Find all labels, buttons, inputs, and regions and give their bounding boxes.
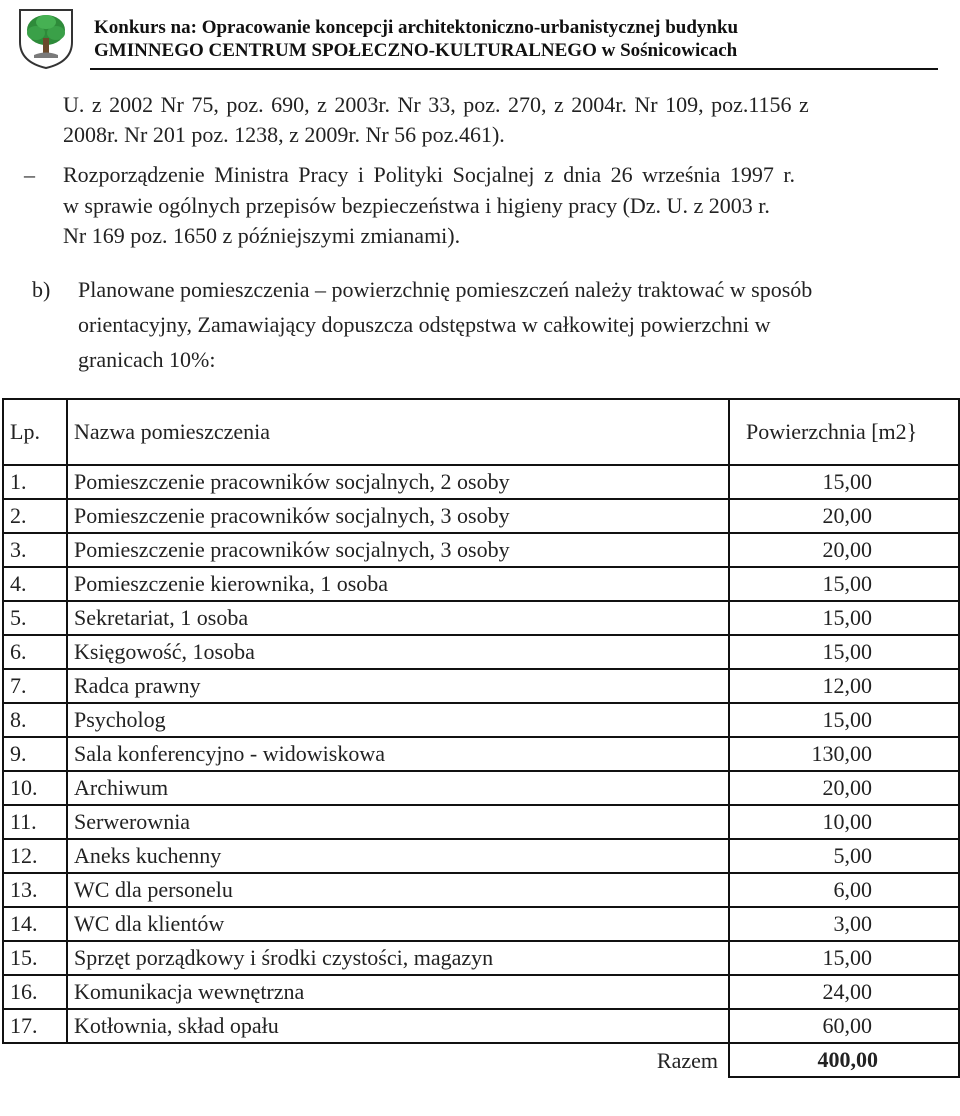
- row-room-name: Radca prawny: [67, 669, 729, 703]
- row-area: 15,00: [729, 601, 959, 635]
- table-row: [3, 737, 959, 771]
- row-area: 12,00: [729, 669, 959, 703]
- continuation-line-2: 2008r. Nr 201 poz. 1238, z 2009r. Nr 56 poz.461).: [63, 122, 505, 147]
- table-row: [3, 975, 959, 1009]
- table-row: [3, 533, 959, 567]
- regulation-line-2: w sprawie ogólnych przepisów bezpieczeństwa i higieny pracy (Dz. U. z 2003 r.: [63, 193, 770, 218]
- row-area: 15,00: [729, 635, 959, 669]
- row-area: 15,00: [729, 941, 959, 975]
- regulation-line-1: Rozporządzenie Ministra Pracy i Polityki Socjalnej z dnia 26 września 1997 r.: [63, 162, 795, 187]
- row-room-name: Sala konferencyjno - widowiskowa: [67, 737, 729, 771]
- row-lp: 6.: [3, 635, 67, 669]
- row-lp: 11.: [3, 805, 67, 839]
- row-area: 15,00: [729, 465, 959, 499]
- row-room-name: Księgowość, 1osoba: [67, 635, 729, 669]
- header-divider: [90, 68, 938, 70]
- table-row: [3, 941, 959, 975]
- row-area: 10,00: [729, 805, 959, 839]
- section-b-line-2: orientacyjny, Zamawiający dopuszcza odstępstwa w całkowitej powierzchni w: [78, 312, 771, 337]
- rooms-table: [2, 398, 960, 1078]
- row-room-name: Serwerownia: [67, 805, 729, 839]
- row-lp: 12.: [3, 839, 67, 873]
- row-area: 20,00: [729, 771, 959, 805]
- row-lp: 10.: [3, 771, 67, 805]
- section-b-line-1: Planowane pomieszczenia – powierzchnię pomieszczeń należy traktować w sposób: [78, 277, 813, 302]
- row-lp: 15.: [3, 941, 67, 975]
- table-header-row: [3, 399, 959, 465]
- row-area: 20,00: [729, 533, 959, 567]
- row-lp: 3.: [3, 533, 67, 567]
- table-row: [3, 1009, 959, 1043]
- row-lp: 17.: [3, 1009, 67, 1043]
- table-total-row: [3, 1043, 959, 1077]
- row-area: 15,00: [729, 567, 959, 601]
- header-title-line1: Konkurs na: Opracowanie koncepcji architektoniczno-urbanistycznej budynku: [94, 17, 739, 38]
- row-lp: 4.: [3, 567, 67, 601]
- row-area: 5,00: [729, 839, 959, 873]
- header-lp: Lp.: [3, 399, 67, 465]
- row-lp: 14.: [3, 907, 67, 941]
- row-area: 3,00: [729, 907, 959, 941]
- row-room-name: Pomieszczenie kierownika, 1 osoba: [67, 567, 729, 601]
- list-bullet-dash: –: [24, 162, 35, 187]
- row-room-name: Aneks kuchenny: [67, 839, 729, 873]
- header-room-name: Nazwa pomieszczenia: [67, 399, 729, 465]
- row-room-name: Komunikacja wewnętrzna: [67, 975, 729, 1009]
- row-area: 24,00: [729, 975, 959, 1009]
- row-room-name: WC dla klientów: [67, 907, 729, 941]
- row-lp: 13.: [3, 873, 67, 907]
- table-row: [3, 499, 959, 533]
- row-room-name: Kotłownia, skład opału: [67, 1009, 729, 1043]
- section-b-marker: b): [32, 277, 51, 302]
- table-row: [3, 771, 959, 805]
- table-row: [3, 873, 959, 907]
- row-lp: 16.: [3, 975, 67, 1009]
- row-lp: 5.: [3, 601, 67, 635]
- row-room-name: Sekretariat, 1 osoba: [67, 601, 729, 635]
- table-row: [3, 669, 959, 703]
- table-row: [3, 907, 959, 941]
- table-row: [3, 635, 959, 669]
- row-lp: 8.: [3, 703, 67, 737]
- table-row: [3, 839, 959, 873]
- row-area: 130,00: [729, 737, 959, 771]
- table-row: [3, 465, 959, 499]
- table-row: [3, 703, 959, 737]
- table-row: [3, 601, 959, 635]
- row-area: 60,00: [729, 1009, 959, 1043]
- section-b-line-3: granicach 10%:: [78, 347, 216, 372]
- row-area: 15,00: [729, 703, 959, 737]
- row-lp: 2.: [3, 499, 67, 533]
- row-area: 6,00: [729, 873, 959, 907]
- row-room-name: Pomieszczenie pracowników socjalnych, 3 osoby: [67, 533, 729, 567]
- header-title-line2: GMINNEGO CENTRUM SPOŁECZNO-KULTURALNEGO w Sośnicowicach: [94, 40, 738, 61]
- row-room-name: WC dla personelu: [67, 873, 729, 907]
- total-value: 400,00: [729, 1043, 959, 1077]
- municipal-crest-icon: [14, 6, 78, 70]
- table-row: [3, 567, 959, 601]
- row-room-name: Pomieszczenie pracowników socjalnych, 2 osoby: [67, 465, 729, 499]
- row-area: 20,00: [729, 499, 959, 533]
- row-room-name: Archiwum: [67, 771, 729, 805]
- total-label: Razem: [3, 1043, 729, 1077]
- table-row: [3, 805, 959, 839]
- row-lp: 9.: [3, 737, 67, 771]
- regulation-line-3: Nr 169 poz. 1650 z późniejszymi zmianami).: [63, 223, 461, 248]
- row-lp: 7.: [3, 669, 67, 703]
- row-lp: 1.: [3, 465, 67, 499]
- header-area: Powierzchnia [m2}: [729, 399, 959, 465]
- row-room-name: Psycholog: [67, 703, 729, 737]
- row-room-name: Pomieszczenie pracowników socjalnych, 3 osoby: [67, 499, 729, 533]
- row-room-name: Sprzęt porządkowy i środki czystości, magazyn: [67, 941, 729, 975]
- continuation-line-1: U. z 2002 Nr 75, poz. 690, z 2003r. Nr 33, poz. 270, z 2004r. Nr 109, poz.1156 z: [63, 92, 809, 117]
